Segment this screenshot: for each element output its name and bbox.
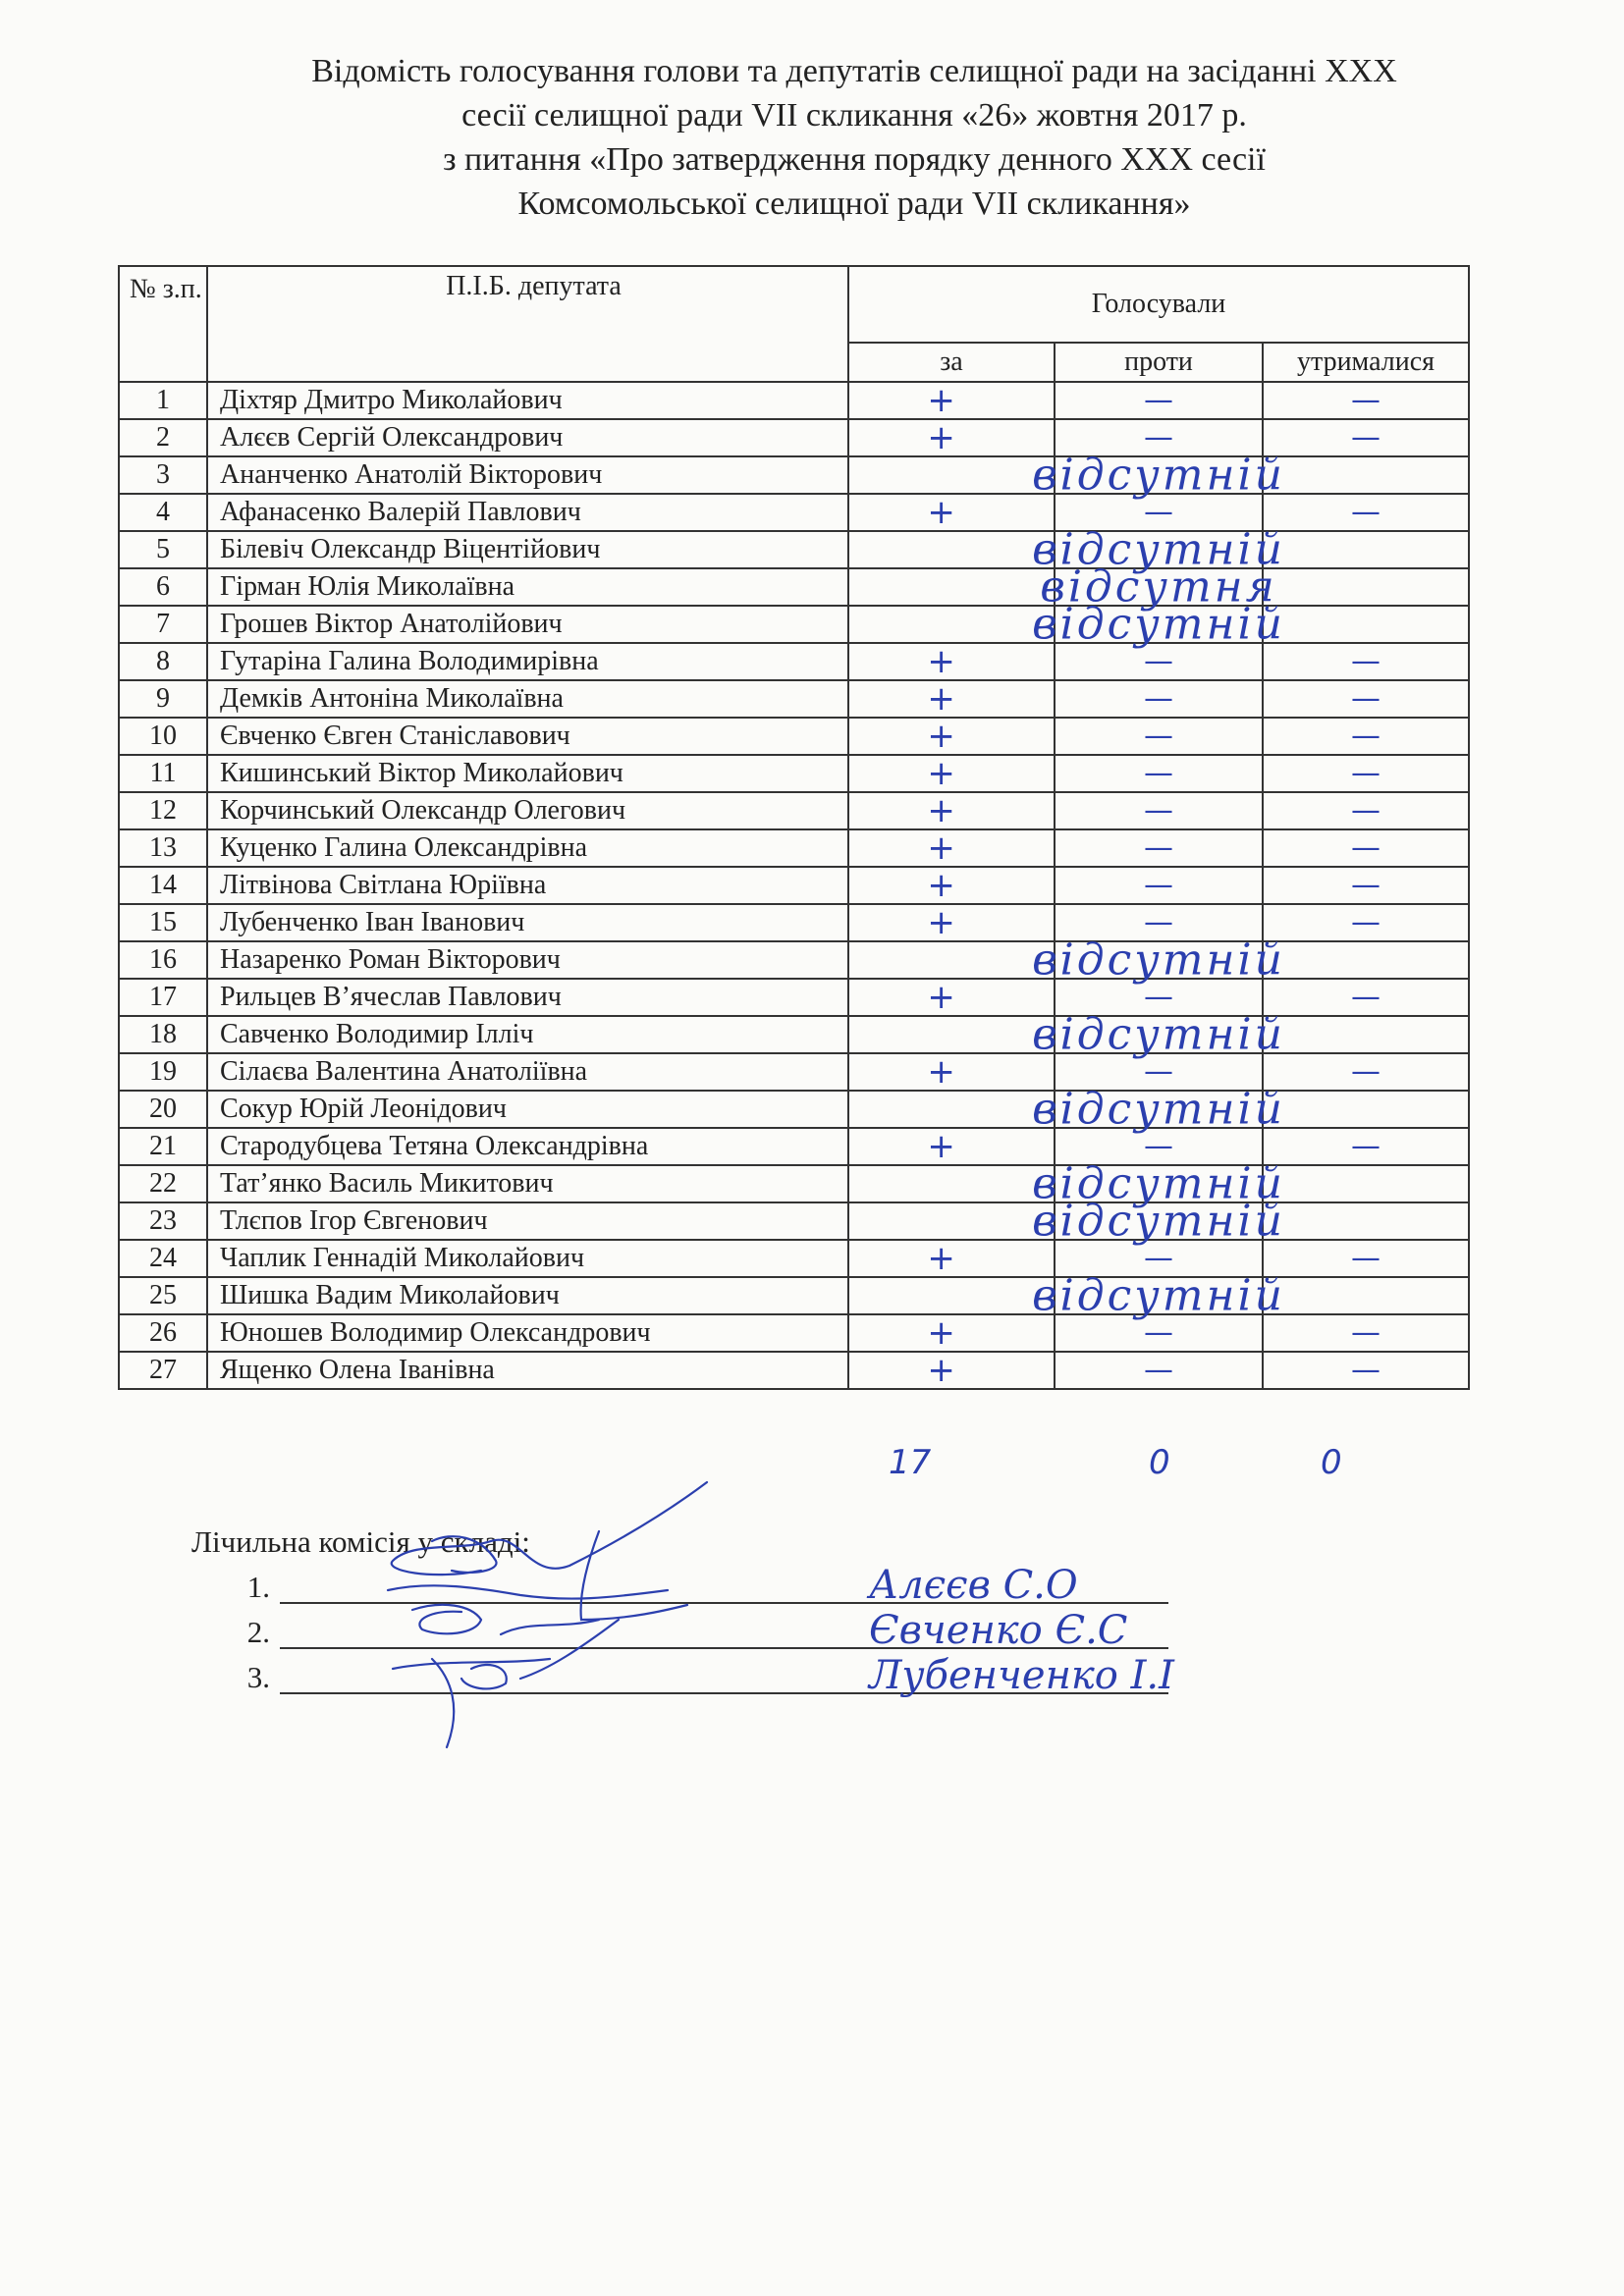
deputy-name: Білевіч Олександр Віцентійович <box>207 531 848 568</box>
table-row <box>119 867 1469 904</box>
vote-for-cell <box>848 792 1055 829</box>
deputy-name: Тат’янко Василь Микитович <box>207 1165 848 1202</box>
deputy-name: Стародубцева Тетяна Олександрівна <box>207 1128 848 1165</box>
vote-abstained-cell <box>1263 792 1469 829</box>
row-number: 18 <box>119 1016 207 1053</box>
vote-against-cell <box>1055 382 1263 419</box>
vote-abstained-cell <box>1263 1053 1469 1091</box>
vote-against-cell <box>1055 867 1263 904</box>
title-line-4: Комсомольської селищної ради VІІ скликання» <box>517 186 1191 222</box>
table-row <box>119 606 1469 643</box>
vote-for-mark: + <box>927 1053 955 1091</box>
deputy-name: Ананченко Анатолій Вікторович <box>207 456 848 494</box>
vote-for-cell <box>848 867 1055 904</box>
header-number: № з.п. <box>119 266 207 382</box>
deputy-name: Савченко Володимир Ілліч <box>207 1016 848 1053</box>
row-number: 15 <box>119 904 207 941</box>
row-number: 6 <box>119 568 207 606</box>
vote-against-mark: — <box>1144 756 1173 791</box>
handwritten-signatures-drawing <box>373 1472 746 1767</box>
vote-abstained-cell <box>1263 941 1469 979</box>
vote-for-cell <box>848 1202 1055 1240</box>
absent-note: відсутній <box>1032 1084 1285 1135</box>
deputy-name: Корчинський Олександр Олегович <box>207 792 848 829</box>
vote-abstained-cell <box>1263 1165 1469 1202</box>
vote-for-mark: + <box>927 419 955 456</box>
table-row <box>119 755 1469 792</box>
total-abstained: 0 <box>1321 1443 1342 1482</box>
deputy-name: Куценко Галина Олександрівна <box>207 829 848 867</box>
absent-note: відсутній <box>1032 1196 1285 1247</box>
vote-abstained-cell <box>1263 1240 1469 1277</box>
vote-against-mark: — <box>1144 980 1173 1015</box>
vote-for-cell <box>848 1016 1055 1053</box>
absent-note: відсутній <box>1032 450 1285 501</box>
vote-abstained-cell <box>1263 904 1469 941</box>
vote-against-cell <box>1032 599 1285 650</box>
vote-abstained-mark: — <box>1351 1241 1380 1276</box>
vote-abstained-cell <box>1263 1091 1469 1128</box>
vote-for-cell <box>848 419 1055 456</box>
vote-abstained-cell <box>1263 1016 1469 1053</box>
table-row <box>119 680 1469 718</box>
vote-for-mark: + <box>927 1352 955 1389</box>
vote-against-cell <box>1055 1352 1263 1389</box>
vote-abstained-mark: — <box>1351 793 1380 828</box>
row-number: 1 <box>119 382 207 419</box>
deputy-name: Сокур Юрій Леонідович <box>207 1091 848 1128</box>
vote-abstained-mark: — <box>1351 495 1380 530</box>
vote-abstained-cell <box>1263 829 1469 867</box>
vote-for-cell <box>848 979 1055 1016</box>
header-abstained: утрималися <box>1263 343 1469 382</box>
vote-for-mark: + <box>927 829 955 867</box>
vote-against-mark: — <box>1144 495 1173 530</box>
vote-against-mark: — <box>1144 905 1173 940</box>
vote-against-cell <box>1055 1314 1263 1352</box>
vote-against-mark: — <box>1144 383 1173 418</box>
vote-abstained-cell <box>1263 568 1469 606</box>
vote-abstained-mark: — <box>1351 1353 1380 1388</box>
row-number: 21 <box>119 1128 207 1165</box>
total-against: 0 <box>1149 1443 1170 1482</box>
vote-for-mark: + <box>927 718 955 755</box>
vote-abstained-mark: — <box>1351 980 1380 1015</box>
row-number: 22 <box>119 1165 207 1202</box>
table-row <box>119 718 1469 755</box>
vote-abstained-cell <box>1263 1314 1469 1352</box>
vote-abstained-cell <box>1263 606 1469 643</box>
absent-note: відсутній <box>1032 1270 1285 1321</box>
vote-for-cell <box>848 829 1055 867</box>
row-number: 17 <box>119 979 207 1016</box>
vote-for-cell <box>848 382 1055 419</box>
vote-for-cell <box>848 1091 1055 1128</box>
vote-for-cell <box>848 1352 1055 1389</box>
row-number: 11 <box>119 755 207 792</box>
vote-against-cell <box>1032 1084 1285 1135</box>
vote-against-mark: — <box>1144 1129 1173 1164</box>
row-number: 8 <box>119 643 207 680</box>
vote-against-cell <box>1055 829 1263 867</box>
vote-for-mark: + <box>927 382 955 419</box>
vote-abstained-cell <box>1263 382 1469 419</box>
member-name: Алєєв С.О <box>869 1563 1078 1608</box>
member-number: 3. <box>246 1660 270 1694</box>
vote-abstained-cell <box>1263 643 1469 680</box>
vote-against-mark: — <box>1144 719 1173 754</box>
vote-against-mark: — <box>1144 868 1173 903</box>
vote-for-mark: + <box>927 792 955 829</box>
title-line-1: Відомість голосування голови та депутатів селищної ради на засіданні ХХХ <box>311 53 1397 89</box>
vote-against-cell <box>1032 1270 1285 1321</box>
vote-for-cell <box>848 904 1055 941</box>
table-row <box>119 1352 1469 1389</box>
deputy-name: Демків Антоніна Миколаївна <box>207 680 848 718</box>
vote-against-mark: — <box>1144 644 1173 679</box>
voting-table <box>118 265 1470 1390</box>
vote-for-cell <box>848 1053 1055 1091</box>
vote-against-mark: — <box>1144 793 1173 828</box>
vote-for-mark: + <box>927 979 955 1016</box>
table-row <box>119 456 1469 494</box>
document-title <box>196 49 1512 226</box>
row-number: 20 <box>119 1091 207 1128</box>
row-number: 16 <box>119 941 207 979</box>
deputy-name: Шишка Вадим Миколайович <box>207 1277 848 1314</box>
vote-for-cell <box>848 1128 1055 1165</box>
vote-for-mark: + <box>927 494 955 531</box>
deputy-name: Рильцев В’ячеслав Павлович <box>207 979 848 1016</box>
title-line-3: з питання «Про затвердження порядку денного ХХХ сесії <box>443 141 1266 178</box>
row-number: 19 <box>119 1053 207 1091</box>
deputy-name: Ященко Олена Іванівна <box>207 1352 848 1389</box>
row-number: 3 <box>119 456 207 494</box>
deputy-name: Алєєв Сергій Олександрович <box>207 419 848 456</box>
table-row <box>119 941 1469 979</box>
table-row <box>119 792 1469 829</box>
row-number: 27 <box>119 1352 207 1389</box>
vote-abstained-mark: — <box>1351 830 1380 866</box>
vote-abstained-mark: — <box>1351 681 1380 717</box>
vote-for-mark: + <box>927 1240 955 1277</box>
vote-against-cell <box>1032 1009 1285 1060</box>
deputy-name: Афанасенко Валерій Павлович <box>207 494 848 531</box>
table-row <box>119 1091 1469 1128</box>
vote-against-cell <box>1032 450 1285 501</box>
vote-abstained-cell <box>1263 456 1469 494</box>
vote-abstained-cell <box>1263 1202 1469 1240</box>
vote-abstained-cell <box>1263 1352 1469 1389</box>
vote-abstained-mark: — <box>1351 868 1380 903</box>
deputy-name: Кишинський Віктор Миколайович <box>207 755 848 792</box>
deputy-name: Грошев Віктор Анатолійович <box>207 606 848 643</box>
vote-against-cell <box>1055 792 1263 829</box>
vote-against-cell <box>1055 643 1263 680</box>
vote-abstained-cell <box>1263 494 1469 531</box>
vote-against-cell <box>1055 755 1263 792</box>
vote-against-mark: — <box>1144 681 1173 717</box>
deputy-name: Назаренко Роман Вікторович <box>207 941 848 979</box>
vote-abstained-cell <box>1263 979 1469 1016</box>
deputy-name: Діхтяр Дмитро Миколайович <box>207 382 848 419</box>
table-row <box>119 1277 1469 1314</box>
vote-abstained-mark: — <box>1351 905 1380 940</box>
vote-for-mark: + <box>927 755 955 792</box>
vote-for-cell <box>848 606 1055 643</box>
row-number: 26 <box>119 1314 207 1352</box>
row-number: 13 <box>119 829 207 867</box>
row-number: 23 <box>119 1202 207 1240</box>
deputy-name: Євченко Євген Станіславович <box>207 718 848 755</box>
vote-against-mark: — <box>1144 1353 1173 1388</box>
row-number: 24 <box>119 1240 207 1277</box>
vote-abstained-mark: — <box>1351 420 1380 455</box>
vote-abstained-cell <box>1263 531 1469 568</box>
absent-note: відсутній <box>1032 1158 1285 1209</box>
vote-against-mark: — <box>1144 830 1173 866</box>
vote-for-mark: + <box>927 680 955 718</box>
vote-for-cell <box>848 1314 1055 1352</box>
vote-abstained-cell <box>1263 419 1469 456</box>
vote-for-cell <box>848 1277 1055 1314</box>
member-number: 1. <box>246 1570 270 1604</box>
deputy-name: Тлєпов Ігор Євгенович <box>207 1202 848 1240</box>
member-name: Лубенченко І.І <box>869 1653 1174 1698</box>
absent-note: відсутній <box>1032 934 1285 986</box>
vote-abstained-mark: — <box>1351 383 1380 418</box>
vote-against-cell <box>1055 718 1263 755</box>
vote-against-cell <box>1032 1196 1285 1247</box>
vote-for-mark: + <box>927 1128 955 1165</box>
deputy-name: Сілаєва Валентина Анатоліївна <box>207 1053 848 1091</box>
vote-for-cell <box>848 1240 1055 1277</box>
vote-against-mark: — <box>1144 1241 1173 1276</box>
vote-abstained-cell <box>1263 1277 1469 1314</box>
vote-for-mark: + <box>927 867 955 904</box>
row-number: 14 <box>119 867 207 904</box>
vote-abstained-cell <box>1263 680 1469 718</box>
row-number: 25 <box>119 1277 207 1314</box>
row-number: 5 <box>119 531 207 568</box>
vote-for-cell <box>848 456 1055 494</box>
deputy-name: Чаплик Геннадій Миколайович <box>207 1240 848 1277</box>
vote-against-cell <box>1032 934 1285 986</box>
deputy-name: Гутаріна Галина Володимирівна <box>207 643 848 680</box>
absent-note: відсутня <box>1040 561 1277 613</box>
vote-abstained-mark: — <box>1351 1054 1380 1090</box>
vote-abstained-mark: — <box>1351 1315 1380 1351</box>
row-number: 10 <box>119 718 207 755</box>
deputy-name: Лубенченко Іван Іванович <box>207 904 848 941</box>
vote-abstained-mark: — <box>1351 719 1380 754</box>
vote-for-cell <box>848 941 1055 979</box>
row-number: 12 <box>119 792 207 829</box>
header-for: за <box>848 343 1055 382</box>
vote-against-cell <box>1055 680 1263 718</box>
row-number: 9 <box>119 680 207 718</box>
title-line-2: сесії селищної ради VІІ скликання «26» жовтня 2017 р. <box>461 97 1247 133</box>
vote-for-cell <box>848 680 1055 718</box>
member-number: 2. <box>246 1615 270 1649</box>
vote-against-mark: — <box>1144 1054 1173 1090</box>
row-number: 4 <box>119 494 207 531</box>
header-against: проти <box>1055 343 1263 382</box>
vote-abstained-mark: — <box>1351 1129 1380 1164</box>
vote-for-cell <box>848 755 1055 792</box>
table-row <box>119 1202 1469 1240</box>
vote-abstained-mark: — <box>1351 756 1380 791</box>
vote-for-mark: + <box>927 904 955 941</box>
table-row <box>119 382 1469 419</box>
absent-note: відсутній <box>1032 599 1285 650</box>
vote-for-cell <box>848 718 1055 755</box>
deputy-name: Гірман Юлія Миколаївна <box>207 568 848 606</box>
vote-abstained-cell <box>1263 867 1469 904</box>
vote-for-mark: + <box>927 643 955 680</box>
member-name: Євченко Є.С <box>869 1608 1128 1653</box>
table-row <box>119 1016 1469 1053</box>
table-row <box>119 643 1469 680</box>
table-row <box>119 1314 1469 1352</box>
vote-for-mark: + <box>927 1314 955 1352</box>
vote-for-cell <box>848 531 1055 568</box>
vote-for-cell <box>848 494 1055 531</box>
vote-abstained-mark: — <box>1351 644 1380 679</box>
vote-abstained-cell <box>1263 755 1469 792</box>
absent-note: відсутній <box>1032 524 1285 575</box>
absent-note: відсутній <box>1032 1009 1285 1060</box>
commission-label: Лічильна комісія у складі: <box>191 1524 530 1559</box>
row-number: 2 <box>119 419 207 456</box>
vote-against-mark: — <box>1144 1315 1173 1351</box>
header-voted: Голосували <box>848 266 1469 343</box>
vote-against-mark: — <box>1144 420 1173 455</box>
total-for: 17 <box>889 1443 932 1482</box>
vote-for-cell <box>848 1165 1055 1202</box>
vote-abstained-cell <box>1263 1128 1469 1165</box>
header-name: П.І.Б. депутата <box>207 266 848 382</box>
vote-for-cell <box>848 643 1055 680</box>
deputy-name: Літвінова Світлана Юріївна <box>207 867 848 904</box>
deputy-name: Юношев Володимир Олександрович <box>207 1314 848 1352</box>
table-row <box>119 829 1469 867</box>
vote-abstained-cell <box>1263 718 1469 755</box>
vote-for-cell <box>848 568 1055 606</box>
row-number: 7 <box>119 606 207 643</box>
